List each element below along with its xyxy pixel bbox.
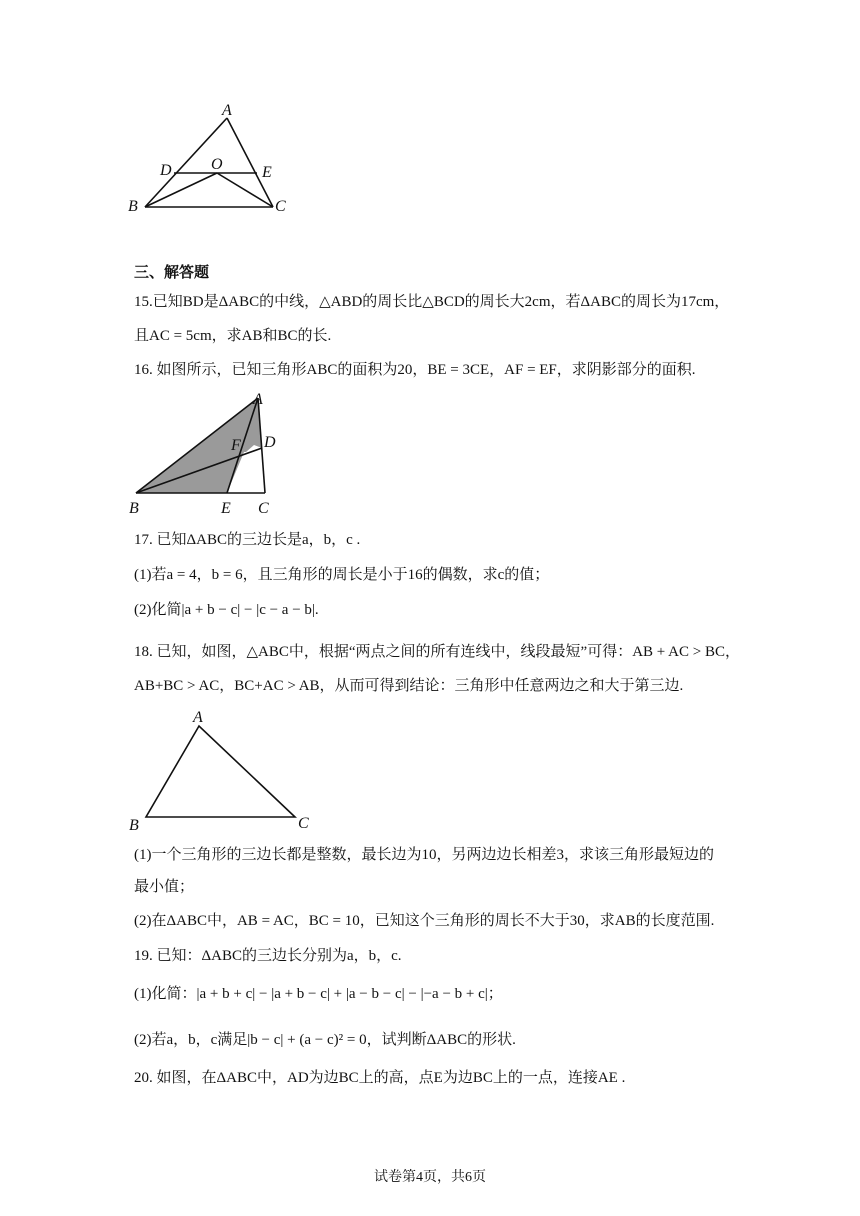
q18-line1: 18. 已知，如图，△ABC中，根据“两点之间的所有连线中，线段最短”可得：AB + AC > BC， [134, 644, 740, 660]
label-c: C [258, 500, 269, 517]
label-e: E [221, 500, 231, 517]
q18-part1a: (1)一个三角形的三边长都是整数，最长边为10，另两边边长相差3，求该三角形最短边的 [134, 847, 714, 863]
page-footer: 试卷第4页，共6页 [374, 1170, 486, 1185]
label-c: C [275, 198, 286, 215]
label-e: E [262, 164, 272, 181]
label-f: F [231, 437, 241, 454]
q15-line2: 且AC = 5cm，求AB和BC的长. [134, 328, 332, 344]
q20-line1: 20. 如图，在ΔABC中，AD为边BC上的高，点E为边BC上的一点，连接AE . [134, 1070, 626, 1086]
q17-part1: (1)若a = 4，b = 6，且三角形的周长是小于16的偶数，求c的值； [134, 567, 550, 583]
q19-part2: (2)若a，b，c满足|b − c| + (a − c)² = 0，试判断ΔABC的形状. [134, 1032, 516, 1048]
q19-line1: 19. 已知：ΔABC的三边长分别为a，b，c. [134, 948, 402, 964]
label-b: B [129, 817, 139, 834]
label-o: O [211, 156, 223, 173]
label-b: B [128, 198, 138, 215]
triangle-abc [146, 726, 295, 817]
section-title: 三、解答题 [134, 265, 210, 281]
label-c: C [298, 815, 309, 832]
label-d: D [264, 434, 276, 451]
q17-part2: (2)化简|a + b − c| − |c − a − b|. [134, 602, 319, 618]
label-a: A [253, 391, 263, 408]
q18-part1b: 最小值； [134, 879, 195, 895]
label-a: A [193, 709, 203, 726]
label-b: B [129, 500, 139, 517]
q17-line1: 17. 已知ΔABC的三边长是a，b，c . [134, 532, 361, 548]
q16-line1: 16. 如图所示，已知三角形ABC的面积为20，BE = 3CE，AF = EF，求阴影部分的面积. [134, 362, 696, 378]
label-d: D [160, 162, 172, 179]
q18-part2: (2)在ΔABC中，AB = AC，BC = 10，已知这个三角形的周长不大于30，求AB的长度范围. [134, 913, 715, 929]
q15-line1: 15.已知BD是ΔABC的中线，△ABD的周长比△BCD的周长大2cm，若ΔABC的周长为17cm， [134, 294, 730, 310]
label-a: A [222, 102, 232, 119]
q18-line2: AB+BC > AC，BC+AC > AB，从而可得到结论：三角形中任意两边之和大于第三边. [134, 678, 684, 694]
q19-part1: (1)化简：|a + b + c| − |a + b − c| + |a − b − c| − |−a − b + c|； [134, 986, 503, 1002]
